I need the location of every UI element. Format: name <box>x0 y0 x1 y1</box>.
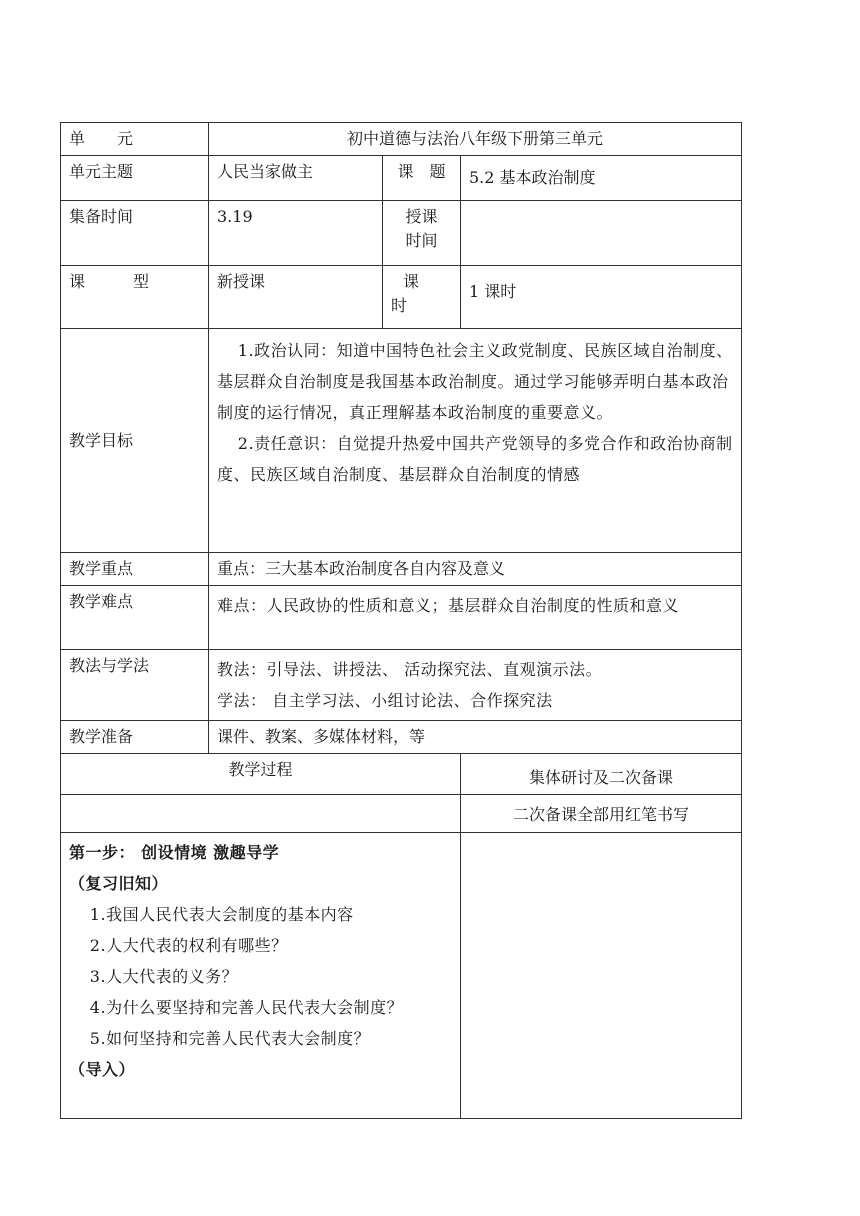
preparation-label: 教学准备 <box>61 721 209 754</box>
second-prep-area <box>461 833 742 1119</box>
learning-methods: 学法： 自主学习法、小组讨论法、合作探究法 <box>217 691 553 710</box>
objective-political: 1.政治认同：知道中国特色社会主义政党制度、民族区域自治制度、基层群众自治制度是我国基本政治制度。通过学习能够弄明白基本政治制度的运行情况，真正理解基本政治制度的重要意义。 <box>217 341 733 422</box>
teach-time-label-line2: 时间 <box>405 231 438 250</box>
process-content <box>61 833 461 1119</box>
process-header-row <box>61 754 742 795</box>
prep-time-value: 3.19 <box>209 201 383 266</box>
preparation-row <box>61 721 742 754</box>
lesson-plan-table <box>60 122 742 1119</box>
theme-label: 单元主题 <box>61 156 209 201</box>
key-points-label: 教学重点 <box>61 553 209 586</box>
unit-label: 单 元 <box>61 123 209 156</box>
difficulties-label: 教学难点 <box>61 586 209 650</box>
review-item: 2.人大代表的权利有哪些？ <box>89 936 288 955</box>
preparation-value: 课件、教案、多媒体材料，等 <box>209 721 742 754</box>
type-row <box>61 266 742 329</box>
review-item: 5.如何坚持和完善人民代表大会制度？ <box>89 1029 371 1048</box>
time-row <box>61 201 742 266</box>
step1-title: 第一步： 创设情境 激趣导学 <box>69 843 280 862</box>
key-points-row <box>61 553 742 586</box>
topic-label: 课 题 <box>383 156 461 201</box>
methods-content <box>209 650 742 721</box>
methods-row <box>61 650 742 721</box>
difficulties-row <box>61 586 742 650</box>
unit-row <box>61 123 742 156</box>
objectives-label: 教学目标 <box>61 329 209 553</box>
teaching-methods: 教法：引导法、讲授法、 活动探究法、直观演示法。 <box>217 660 603 679</box>
process-note-left <box>61 795 461 833</box>
review-header: 集体研讨及二次备课 <box>461 754 742 795</box>
hours-label-line2: 时 <box>391 296 408 315</box>
hours-label-line1: 课 <box>403 272 420 291</box>
red-pen-note: 二次备课全部用红笔书写 <box>461 795 742 833</box>
review-item: 3.人大代表的义务？ <box>89 967 239 986</box>
unit-value: 初中道德与法治八年级下册第三单元 <box>209 123 742 156</box>
review-item: 1.我国人民代表大会制度的基本内容 <box>89 905 354 924</box>
methods-label: 教法与学法 <box>61 650 209 721</box>
objectives-row <box>61 329 742 553</box>
key-points-value: 重点：三大基本政治制度各自内容及意义 <box>209 553 742 586</box>
review-title: （复习旧知） <box>69 874 169 893</box>
teach-time-label <box>383 201 461 266</box>
prep-time-label: 集备时间 <box>61 201 209 266</box>
theme-value: 人民当家做主 <box>209 156 383 201</box>
difficulties-value: 难点：人民政协的性质和意义；基层群众自治制度的性质和意义 <box>217 596 680 615</box>
topic-value: 5.2 基本政治制度 <box>461 156 742 201</box>
objectives-content <box>209 329 742 553</box>
difficulties-content <box>209 586 742 650</box>
hours-value: 1 课时 <box>461 266 742 329</box>
teach-time-label-line1: 授课 <box>405 207 438 226</box>
lesson-type-value: 新授课 <box>209 266 383 329</box>
process-note-row <box>61 795 742 833</box>
objective-responsibility: 2.责任意识：自觉提升热爱中国共产党领导的多党合作和政治协商制度、民族区域自治制度、基层群众自治制度的情感 <box>217 434 733 484</box>
process-content-row <box>61 833 742 1119</box>
intro-title: （导入） <box>69 1060 136 1079</box>
process-header: 教学过程 <box>61 754 461 795</box>
lesson-type-label: 课 型 <box>61 266 209 329</box>
theme-row <box>61 156 742 201</box>
review-item: 4.为什么要坚持和完善人民代表大会制度？ <box>89 998 404 1017</box>
teach-time-value <box>461 201 742 266</box>
hours-label <box>383 266 461 329</box>
